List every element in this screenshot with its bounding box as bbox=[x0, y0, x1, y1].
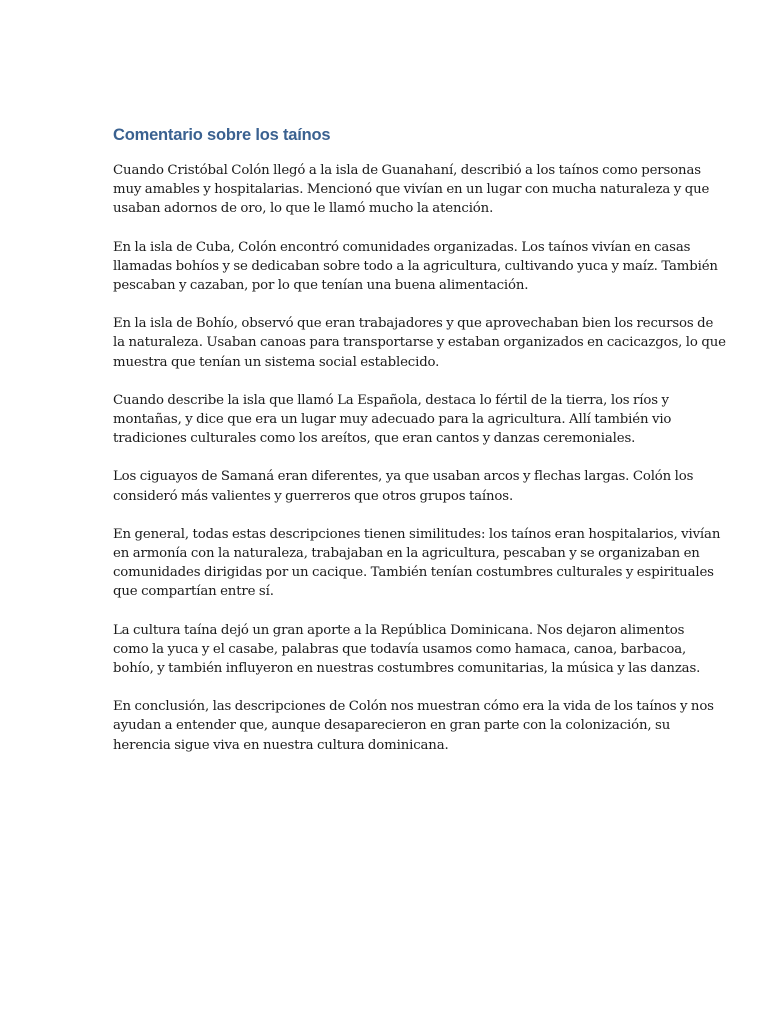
paragraph-line: consideró más valientes y guerreros que otros grupos taínos. bbox=[113, 488, 514, 504]
paragraph-line: la naturaleza. Usaban canoas para transportarse y estaban organizados en cacicazgos, lo que bbox=[113, 335, 726, 351]
paragraph-line: montañas, y dice que era un lugar muy adecuado para la agricultura. Allí también vio bbox=[113, 412, 672, 428]
paragraph-line: Los ciguayos de Samaná eran diferentes, ya que usaban arcos y flechas largas. Colón los bbox=[113, 469, 694, 485]
paragraph-line: muestra que tenían un sistema social establecido. bbox=[113, 354, 440, 370]
paragraph-line: En general, todas estas descripciones tienen similitudes: los taínos eran hospitalarios, vivían bbox=[113, 526, 721, 542]
paragraph-line: muy amables y hospitalarias. Mencionó que vivían en un lugar con mucha naturaleza y que bbox=[113, 182, 710, 198]
paragraph-line: pescaban y cazaban, por lo que tenían una buena alimentación. bbox=[113, 278, 529, 294]
paragraph-7 bbox=[113, 621, 701, 679]
paragraph-line: usaban adornos de oro, lo que le llamó mucho la atención. bbox=[113, 201, 494, 217]
paragraph-line: En la isla de Cuba, Colón encontró comunidades organizadas. Los taínos vivían en casas bbox=[113, 239, 691, 255]
paragraph-line: bohío, y también influyeron en nuestras costumbres comunitarias, la música y las danzas. bbox=[113, 661, 701, 677]
paragraph-5 bbox=[113, 467, 694, 505]
paragraph-line: llamadas bohíos y se dedicaban sobre todo a la agricultura, cultivando yuca y maíz. También bbox=[113, 258, 718, 274]
paragraph-line: En la isla de Bohío, observó que eran trabajadores y que aprovechaban bien los recursos de bbox=[113, 316, 714, 332]
paragraph-2 bbox=[113, 238, 718, 296]
paragraph-list bbox=[113, 161, 726, 755]
paragraph-1 bbox=[113, 161, 710, 219]
paragraph-line: que compartían entre sí. bbox=[113, 584, 274, 600]
paragraph-6 bbox=[113, 525, 721, 602]
paragraph-line: En conclusión, las descripciones de Colón nos muestran cómo era la vida de los taínos y nos bbox=[113, 699, 714, 715]
paragraph-line: Cuando Cristóbal Colón llegó a la isla de Guanahaní, describió a los taínos como personas bbox=[113, 163, 701, 178]
paragraph-line: herencia sigue viva en nuestra cultura dominicana. bbox=[113, 737, 449, 753]
paragraph-line: Cuando describe la isla que llamó La Española, destaca lo fértil de la tierra, los ríos y bbox=[113, 392, 669, 408]
paragraph-line: comunidades dirigidas por un cacique. También tenían costumbres culturales y espirituales bbox=[113, 565, 714, 581]
paragraph-line: tradiciones culturales como los areítos, que eran cantos y danzas ceremoniales. bbox=[113, 431, 636, 447]
document-title: Comentario sobre los taínos bbox=[113, 126, 331, 144]
paragraph-line: en armonía con la naturaleza, trabajaban en la agricultura, pescaban y se organizaban en bbox=[113, 546, 700, 562]
paragraph-line: La cultura taína dejó un gran aporte a la República Dominicana. Nos dejaron alimentos bbox=[113, 622, 685, 638]
document-body bbox=[113, 122, 726, 774]
paragraph-line: ayudan a entender que, aunque desaparecieron en gran parte con la colonización, su bbox=[113, 718, 671, 734]
paragraph-3 bbox=[113, 314, 726, 372]
paragraph-8 bbox=[113, 697, 714, 755]
paragraph-4 bbox=[113, 391, 672, 449]
paragraph-line: como la yuca y el casabe, palabras que todavía usamos como hamaca, canoa, barbacoa, bbox=[113, 641, 687, 657]
